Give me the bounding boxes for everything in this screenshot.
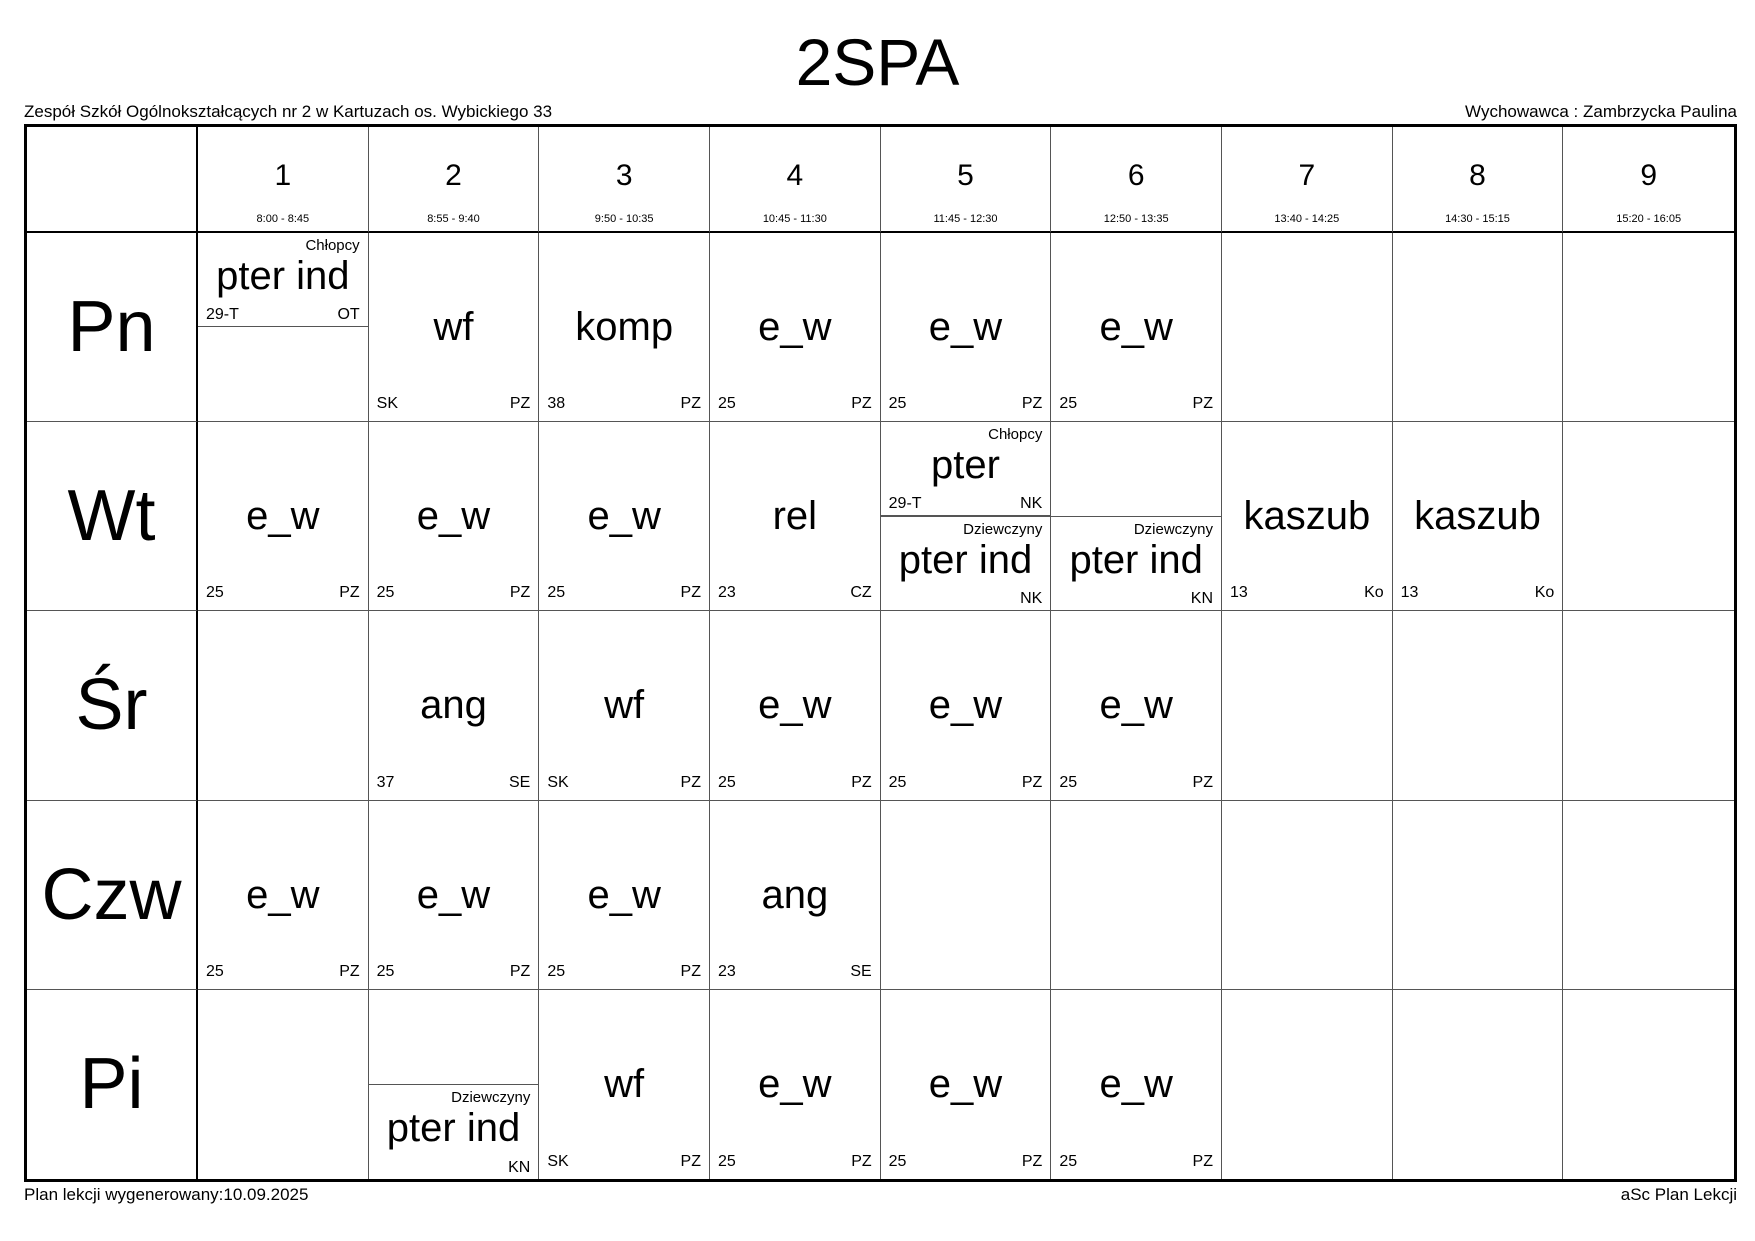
empty-cell [1563,422,1734,611]
lesson-room: 25 [1059,1152,1078,1170]
period-header-5 [881,127,1052,233]
lesson-subject: e_w [587,494,661,539]
lesson-cell [1393,422,1564,611]
lesson-room: 29-T [888,495,922,513]
lesson-subject: pter [931,443,1000,488]
lesson-cell [710,990,881,1179]
lesson-teacher: PZ [509,584,531,602]
period-header-7 [1222,127,1393,233]
group-lesson-top [881,422,1051,516]
lesson-teacher: PZ [680,1152,701,1170]
lesson-subject: e_w [758,683,832,728]
lesson-subject: ang [761,872,829,917]
lesson-teacher: PZ [680,584,701,602]
lesson-cell [881,422,1052,611]
lesson-room: 37 [376,773,395,791]
period-time: 11:45 - 12:30 [933,213,998,225]
lesson-cell [198,422,369,611]
empty-cell [881,801,1052,990]
school-name: Zespół Szkół Ogólnokształcących nr 2 w Kartuzach os. Wybickiego 33 [24,102,553,121]
period-time: 10:45 - 11:30 [762,213,827,225]
lesson-subject: e_w [928,305,1003,350]
lesson-room: 25 [206,584,224,602]
group-name: Chłopcy [988,426,1043,444]
lesson-teacher: SE [508,773,531,791]
lesson-subject: e_w [758,1062,832,1107]
lesson-teacher: PZ [339,962,360,980]
lesson-cell [881,233,1052,422]
lesson-cell [369,422,540,611]
lesson-room: 29-T [206,306,239,324]
lesson-subject: pter ind [386,1106,521,1151]
lesson-subject: e_w [928,683,1003,728]
lesson-teacher: PZ [1192,773,1213,791]
group-name: Dziewczyny [1133,521,1213,539]
lesson-subject: kaszub [1414,494,1541,539]
lesson-teacher: PZ [680,395,701,413]
lesson-cell [1051,990,1222,1179]
lesson-teacher: NK [1020,495,1043,513]
empty-cell [1222,801,1393,990]
group-name: Dziewczyny [451,1089,531,1107]
period-number: 4 [786,159,804,192]
lesson-teacher: PZ [339,584,360,602]
page-title: 2SPA [795,25,960,99]
lesson-subject: wf [604,683,645,728]
software-name: aSc Plan Lekcji [1620,1185,1737,1204]
lesson-room: 25 [718,395,736,413]
lesson-room: SK [376,395,398,413]
group-name: Dziewczyny [963,521,1043,539]
empty-cell [1393,233,1564,422]
lesson-room: 25 [376,584,395,602]
period-header-1 [198,127,369,233]
period-time: 8:55 - 9:40 [427,213,480,225]
day-name: Śr [75,665,148,746]
day-cell [27,233,198,422]
lesson-room: 25 [376,962,395,980]
lesson-subject: e_w [928,1062,1003,1107]
lesson-cell [1222,422,1393,611]
lesson-cell [710,422,881,611]
lesson-teacher: PZ [851,1152,872,1170]
lesson-room: 25 [547,584,566,602]
lesson-room: SK [547,773,569,791]
lesson-cell [1051,233,1222,422]
lesson-teacher: Ko [1364,584,1384,602]
lesson-teacher: PZ [509,395,531,413]
lesson-teacher: PZ [680,962,701,980]
lesson-room: 23 [718,962,736,980]
period-time: 9:50 - 10:35 [594,213,654,225]
lesson-cell [1051,611,1222,800]
lesson-subject: kaszub [1243,494,1371,539]
period-number: 7 [1298,159,1316,192]
lesson-cell [539,422,710,611]
timetable-grid [24,124,1737,1182]
class-teacher: Wychowawca : Zambrzycka Paulina [1465,102,1737,121]
lesson-teacher: PZ [1021,1152,1043,1170]
empty-cell [1051,801,1222,990]
period-number: 5 [957,159,974,192]
generated-date: Plan lekcji wygenerowany:10.09.2025 [24,1185,309,1204]
lesson-cell [198,801,369,990]
lesson-subject: e_w [416,494,491,539]
period-number: 2 [445,159,462,192]
lesson-subject: rel [772,494,818,539]
lesson-subject: pter ind [216,254,350,298]
lesson-cell [710,801,881,990]
lesson-room: 25 [888,395,907,413]
lesson-cell [369,233,540,422]
lesson-subject: e_w [758,305,832,350]
empty-cell [1563,801,1734,990]
day-name: Czw [41,854,182,935]
lesson-teacher: PZ [1021,773,1043,791]
lesson-room: 25 [718,773,736,791]
lesson-cell [539,990,710,1179]
lesson-cell [539,611,710,800]
period-header-4 [710,127,881,233]
period-time: 14:30 - 15:15 [1445,213,1510,225]
lesson-cell [369,801,540,990]
lesson-teacher: KN [508,1158,531,1176]
lesson-room: 25 [888,1152,907,1170]
lesson-cell [539,233,710,422]
lesson-room: SK [547,1152,569,1170]
period-time: 13:40 - 14:25 [1274,213,1340,225]
lesson-subject: e_w [416,872,491,917]
period-number: 9 [1640,159,1657,192]
lesson-room: 23 [718,584,736,602]
lesson-subject: wf [604,1062,645,1107]
lesson-room: 13 [1400,584,1419,602]
period-header-2 [369,127,540,233]
day-name: Pn [67,287,156,368]
lesson-room: 25 [888,773,907,791]
lesson-cell [198,233,369,422]
empty-cell [1393,990,1564,1179]
empty-cell [1563,990,1734,1179]
lesson-cell [881,611,1052,800]
corner-cell [27,127,198,233]
lesson-teacher: SE [850,962,872,980]
group-lesson-bot [1051,516,1221,610]
empty-cell [1563,233,1734,422]
empty-cell [1222,611,1393,800]
lesson-cell [710,611,881,800]
empty-cell [1393,611,1564,800]
period-header-9 [1563,127,1734,233]
empty-cell [198,611,369,800]
lesson-room: 25 [1059,395,1078,413]
lesson-room: 38 [547,395,566,413]
group-lesson-bot [881,516,1051,610]
lesson-subject: ang [420,683,487,728]
lesson-subject: pter ind [898,538,1033,583]
lesson-cell [710,233,881,422]
empty-cell [1222,233,1393,422]
lesson-teacher: Ko [1534,584,1555,602]
empty-cell [1393,801,1564,990]
lesson-teacher: PZ [851,395,872,413]
lesson-teacher: OT [337,306,360,324]
lesson-teacher: CZ [850,584,872,602]
empty-cell [1563,611,1734,800]
period-header-8 [1393,127,1564,233]
period-time: 12:50 - 13:35 [1103,213,1169,225]
lesson-teacher: PZ [680,773,701,791]
lesson-subject: wf [433,305,474,350]
period-number: 1 [274,159,292,192]
period-header-3 [539,127,710,233]
lesson-subject: e_w [246,872,320,917]
period-number: 6 [1127,159,1145,192]
lesson-teacher: PZ [1021,395,1043,413]
day-cell [27,801,198,990]
period-number: 3 [615,159,633,192]
lesson-teacher: PZ [509,962,531,980]
lesson-subject: pter ind [1069,538,1203,583]
lesson-subject: e_w [246,494,320,539]
lesson-cell [539,801,710,990]
day-name: Pi [79,1044,144,1125]
day-cell [27,611,198,800]
lesson-cell [369,611,540,800]
lesson-room: 25 [547,962,566,980]
lesson-teacher: KN [1190,590,1213,608]
group-lesson-bot [369,1084,539,1179]
day-cell [27,990,198,1179]
lesson-subject: e_w [1099,1062,1173,1107]
lesson-room: 25 [1059,773,1078,791]
empty-cell [1222,990,1393,1179]
lesson-subject: e_w [587,872,661,917]
lesson-subject: komp [575,305,674,350]
lesson-room: 25 [718,1152,736,1170]
lesson-teacher: PZ [851,773,872,791]
lesson-subject: e_w [1099,305,1173,350]
period-time: 8:00 - 8:45 [256,213,310,225]
day-name: Wt [67,476,156,557]
empty-cell [198,990,369,1179]
period-number: 8 [1469,159,1486,192]
period-time: 15:20 - 16:05 [1616,213,1682,225]
lesson-cell [369,990,540,1179]
lesson-cell [881,990,1052,1179]
lesson-room: 25 [206,962,224,980]
lesson-teacher: PZ [1192,395,1213,413]
lesson-room: 13 [1230,584,1248,602]
lesson-teacher: PZ [1192,1152,1213,1170]
period-header-6 [1051,127,1222,233]
group-name: Chłopcy [305,237,360,254]
day-cell [27,422,198,611]
group-lesson-top [198,233,368,327]
lesson-subject: e_w [1099,683,1173,728]
lesson-teacher: NK [1020,590,1043,608]
lesson-cell [1051,422,1222,611]
